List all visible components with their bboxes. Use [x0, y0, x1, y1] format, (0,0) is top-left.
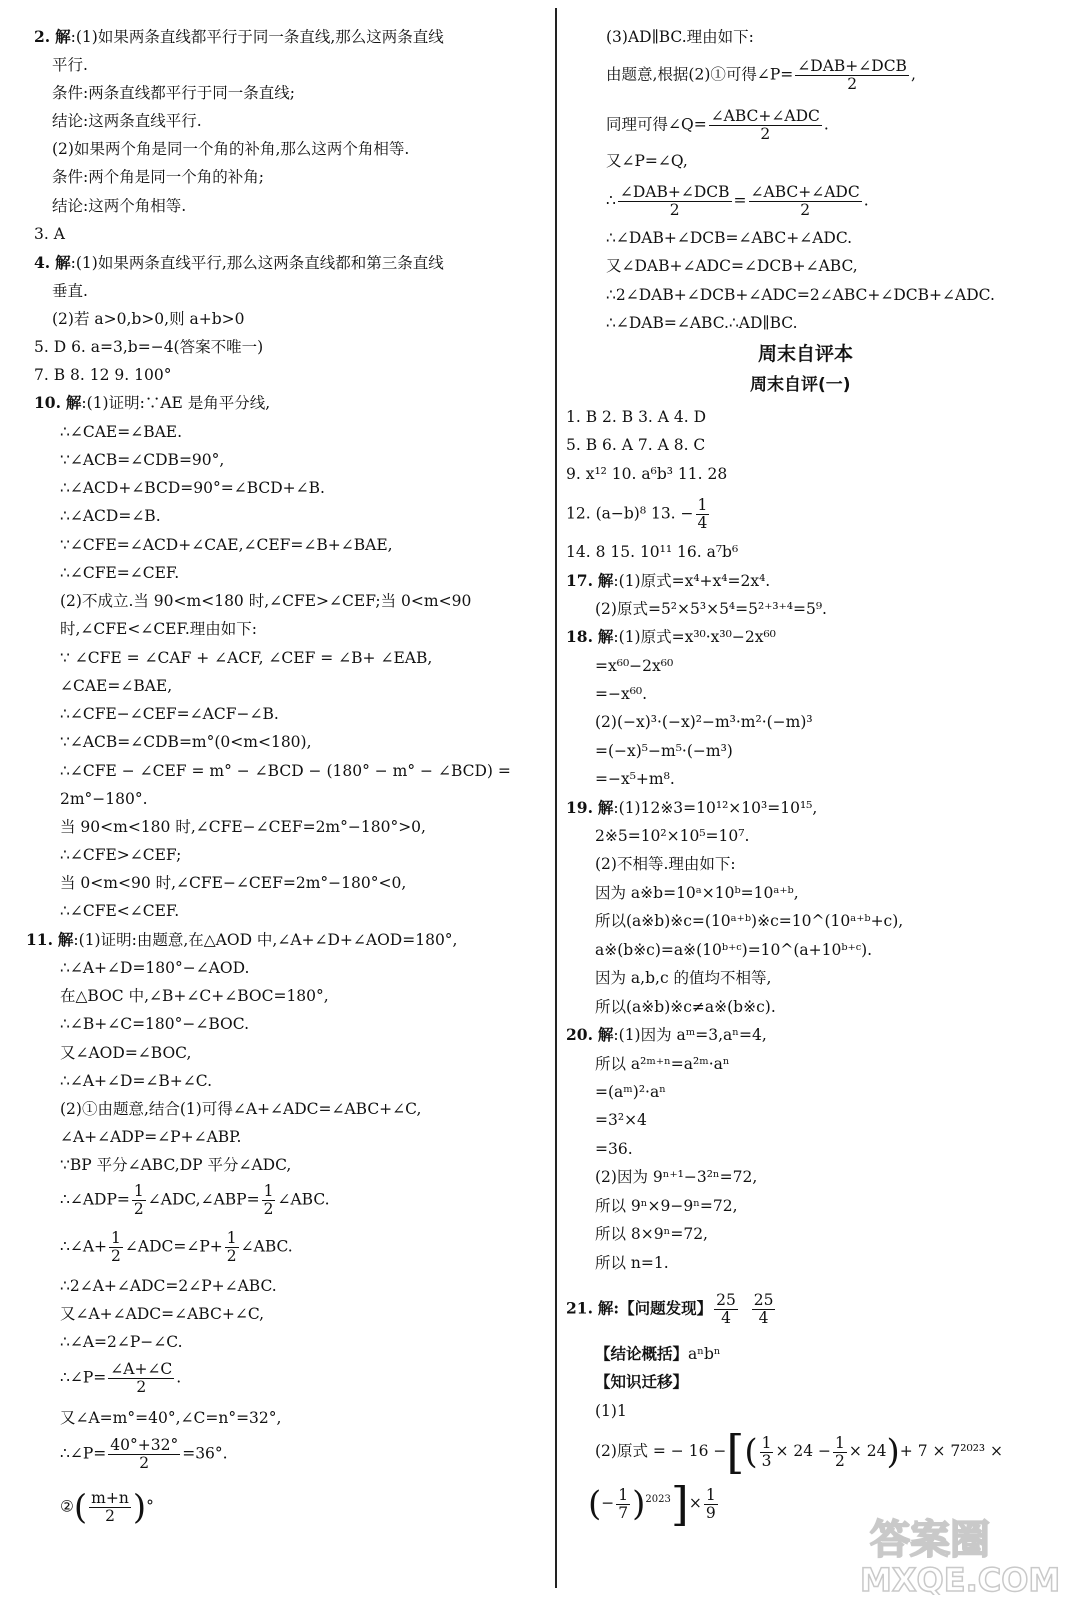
q18-line-5: =(−x)⁵−m⁵·(−m³)	[595, 742, 733, 760]
q20-line-5: =36.	[595, 1140, 633, 1158]
q3-answer: 3. A	[34, 225, 65, 243]
watermark-text-cn: 答案圈	[870, 1517, 990, 1563]
q10-line-9: 时,∠CFE<∠CEF.理由如下:	[60, 620, 257, 638]
q20-line-4: =3²×4	[595, 1111, 647, 1129]
q10-line-3: ∵∠ACB=∠CDB=90°,	[60, 451, 225, 469]
column-divider	[555, 8, 557, 1588]
q2-line-7: 结论:这两个角相等.	[52, 197, 187, 215]
q21-line-6: (− $\frac{1}{7}$ )$^{2023}$]× $\frac{1}{9}$	[588, 1477, 716, 1531]
q10-line-18: 当 0<m<90 时,∠CFE−∠CEF=2m°−180°<0,	[60, 874, 407, 892]
fraction: $\frac{1}{2}$	[835, 1433, 845, 1470]
r-line-9: ∴∠DAB=∠ABC.∴AD∥BC.	[606, 314, 798, 332]
q21-line-2: 【结论概括】aⁿbⁿ	[595, 1344, 721, 1363]
q11-line-17: ∴∠P= $\frac{40^\circ+32^\circ}{2}$ =36°.	[60, 1436, 228, 1472]
q11-line-5: 又∠AOD=∠BOC,	[60, 1044, 192, 1062]
fraction-half: $\frac{1}{2}$	[133, 1182, 144, 1218]
q10-line-17: ∴∠CFE>∠CEF;	[60, 846, 182, 864]
q17-line-1: 17. 解:(1)原式=x⁴+x⁴=2x⁴.	[566, 571, 771, 590]
q18-line-2: =x⁶⁰−2x⁶⁰	[595, 657, 674, 675]
fraction: ∠DAB+∠DCB 2	[797, 57, 907, 93]
q10-line-14: ∴∠CFE − ∠CEF = m° − ∠BCD − (180° − m° − ∠BCD) =	[60, 762, 511, 780]
q4-line-3: (2)若 a>0,b>0,则 a+b>0	[52, 310, 245, 328]
answers-12-13: 12. (a−b)⁸ 13. − $\frac{1}{4}$	[566, 496, 708, 532]
q5-6-answer: 5. D 6. a=3,b=−4(答案不唯一)	[34, 338, 264, 356]
q10-line-2: ∴∠CAE=∠BAE.	[60, 423, 183, 441]
q19-line-5: 所以(a※b)※c=(10ᵃ⁺ᵇ)※c=10^(10ᵃ⁺ᵇ+c),	[595, 912, 904, 930]
q2-line-1: 2. 解:(1)如果两条直线都平行于同一条直线,那么这两条直线	[34, 27, 444, 46]
q10-line-19: ∴∠CFE<∠CEF.	[60, 902, 180, 920]
q18-line-3: =−x⁶⁰.	[595, 685, 648, 703]
q18-line-1: 18. 解:(1)原式=x³⁰·x³⁰−2x⁶⁰	[566, 627, 776, 646]
q11-line-16: 又∠A=m°=40°,∠C=n°=32°,	[60, 1409, 282, 1427]
fraction: ∠ABC+∠ADC 2	[750, 183, 860, 219]
q19-line-8: 所以(a※b)※c≠a※(b※c).	[595, 998, 776, 1016]
q10-line-7: ∴∠CFE=∠CEF.	[60, 564, 180, 582]
q19-line-4: 因为 a※b=10ᵃ×10ᵇ=10ᵃ⁺ᵇ,	[595, 884, 799, 902]
section-subtitle: 周末自评(一)	[750, 375, 851, 395]
q20-line-6: (2)因为 9ⁿ⁺¹−3²ⁿ=72,	[595, 1168, 758, 1186]
answers-5-8: 5. B 6. A 7. A 8. C	[566, 436, 706, 454]
watermark-logo	[852, 1505, 1072, 1595]
q11-line-8: ∠A+∠ADP=∠P+∠ABP.	[60, 1128, 242, 1146]
q11-line-14: ∴∠A=2∠P−∠C.	[60, 1333, 183, 1351]
q20-line-7: 所以 9ⁿ×9−9ⁿ=72,	[595, 1197, 738, 1215]
section-title: 周末自评本	[758, 343, 854, 365]
q4-line-2: 垂直.	[52, 282, 88, 300]
q21-line-4: (1)1	[595, 1402, 627, 1420]
q11-line-9: ∵BP 平分∠ABC,DP 平分∠ADC,	[60, 1156, 292, 1174]
r-line-3: 同理可得∠Q= ∠ABC+∠ADC 2 .	[606, 107, 829, 143]
fraction: $\frac{25}{4}$	[753, 1291, 774, 1327]
answers-1-4: 1. B 2. B 3. A 4. D	[566, 408, 707, 426]
q11-line-6: ∴∠A+∠D=∠B+∠C.	[60, 1072, 213, 1090]
q20-line-9: 所以 n=1.	[595, 1254, 669, 1272]
q21-line-5: (2)原式 = − 16 −[( $\frac{1}{3}$ × 24 − $\frac{1}{2}$ × 24)+ 7 × 7²⁰²³ ×	[595, 1425, 1004, 1479]
fraction: $\frac{1}{9}$	[705, 1485, 716, 1522]
q11-line-11: ∴∠A+ $\frac{1}{2}$ ∠ADC=∠P+ $\frac{1}{2}$ ∠ABC.	[60, 1229, 293, 1265]
q2-line-3: 条件:两条直线都平行于同一条直线;	[52, 84, 295, 102]
r-line-6: ∴∠DAB+∠DCB=∠ABC+∠ADC.	[606, 229, 853, 247]
q11-line-2: ∴∠A+∠D=180°−∠AOD.	[60, 959, 250, 977]
r-line-2: 由题意,根据(2)①可得∠P= ∠DAB+∠DCB 2 ,	[606, 57, 916, 93]
q19-line-6: a※(b※c)=a※(10ᵇ⁺ᶜ)=10^(a+10ᵇ⁺ᶜ).	[595, 941, 873, 959]
fraction: $\frac{m+n}{2}$	[91, 1489, 129, 1525]
q18-line-4: (2)(−x)³·(−x)²−m³·m²·(−m)³	[595, 713, 813, 731]
q10-line-15: 2m°−180°.	[60, 790, 148, 808]
q19-line-1: 19. 解:(1)12※3=10¹²×10³=10¹⁵,	[566, 798, 818, 817]
q7-9-answer: 7. B 8. 12 9. 100°	[34, 366, 172, 384]
q20-line-2: 所以 a²ᵐ⁺ⁿ=a²ᵐ·aⁿ	[595, 1055, 730, 1073]
q11-line-1: 11. 解:(1)证明:由题意,在△AOD 中,∠A+∠D+∠AOD=180°,	[26, 930, 458, 949]
q19-line-2: 2※5=10²×10⁵=10⁷.	[595, 827, 750, 845]
fraction-half: $\frac{1}{2}$	[263, 1182, 274, 1218]
q4-line-1: 4. 解:(1)如果两条直线平行,那么这两条直线都和第三条直线	[34, 253, 444, 272]
q20-line-8: 所以 8×9ⁿ=72,	[595, 1225, 708, 1243]
q10-line-8: (2)不成立.当 90<m<180 时,∠CFE>∠CEF;当 0<m<90	[60, 592, 472, 610]
r-line-8: ∴2∠DAB+∠DCB+∠ADC=2∠ABC+∠DCB+∠ADC.	[606, 286, 995, 304]
fraction-half: $\frac{1}{2}$	[111, 1229, 121, 1265]
q10-line-13: ∵∠ACB=∠CDB=m°(0<m<180),	[60, 733, 312, 751]
fraction-half: $\frac{1}{2}$	[226, 1229, 237, 1265]
fraction: $\frac{1}{7}$	[618, 1485, 629, 1522]
q11-line-12: ∴2∠A+∠ADC=2∠P+∠ABC.	[60, 1277, 277, 1295]
fraction: $\frac{25}{4}$	[716, 1291, 736, 1327]
q2-line-2: 平行.	[52, 56, 88, 74]
q19-line-7: 因为 a,b,c 的值均不相等,	[595, 969, 772, 987]
answers-14-16: 14. 8 15. 10¹¹ 16. a⁷b⁶	[566, 543, 739, 561]
q11-line-15: ∴∠P= $\frac{\angle A+\angle C}{2}$ .	[60, 1360, 182, 1396]
q21-line-1: 21. 解:【问题发现】 $\frac{25}{4}$ $\frac{25}{4}$	[566, 1291, 774, 1327]
q10-line-16: 当 90<m<180 时,∠CFE−∠CEF=2m°−180°>0,	[60, 818, 426, 836]
q11-line-10: ∴∠ADP= $\frac{1}{2}$ ∠ADC,∠ABP= $\frac{1}{2}$ ∠ABC.	[60, 1182, 330, 1218]
q11-line-3: 在△BOC 中,∠B+∠C+∠BOC=180°,	[60, 987, 329, 1005]
q2-line-6: 条件:两个角是同一个角的补角;	[52, 168, 264, 186]
answers-9-11: 9. x¹² 10. a⁶b³ 11. 28	[566, 465, 728, 483]
fraction: $\frac{40^\circ+32^\circ}{2}$	[110, 1436, 179, 1472]
q10-line-11: ∠CAE=∠BAE,	[60, 677, 173, 695]
q10-line-1: 10. 解:(1)证明:∵AE 是角平分线,	[34, 393, 271, 412]
q2-line-5: (2)如果两个角是同一个角的补角,那么这两个角相等.	[52, 140, 410, 158]
fraction: $\frac{1}{3}$	[761, 1433, 772, 1470]
q2-line-4: 结论:这两条直线平行.	[52, 112, 202, 130]
r-line-4: 又∠P=∠Q,	[606, 152, 688, 170]
r-line-1: (3)AD∥BC.理由如下:	[606, 28, 754, 46]
fraction: $\frac{1}{4}$	[697, 496, 708, 532]
watermark-text-url: MXQE.COM	[860, 1561, 1061, 1595]
q18-line-6: =−x⁵+m⁸.	[595, 770, 675, 788]
q11-line-4: ∴∠B+∠C=180°−∠BOC.	[60, 1015, 249, 1033]
q20-line-3: =(aᵐ)²·aⁿ	[595, 1083, 666, 1101]
q19-line-3: (2)不相等.理由如下:	[595, 855, 736, 873]
q17-line-2: (2)原式=5²×5³×5⁴=5²⁺³⁺⁴=5⁹.	[595, 600, 827, 618]
fraction: ∠ABC+∠ADC 2	[710, 107, 820, 143]
q10-line-12: ∴∠CFE−∠CEF=∠ACF−∠B.	[60, 705, 279, 723]
r-line-5: ∴ ∠DAB+∠DCB 2 = ∠ABC+∠ADC 2 .	[606, 183, 869, 219]
q11-line-7: (2)①由题意,结合(1)可得∠A+∠ADC=∠ABC+∠C,	[60, 1100, 422, 1118]
q21-line-3: 【知识迁移】	[595, 1372, 689, 1391]
fraction: ∠DAB+∠DCB 2	[619, 183, 730, 219]
q20-line-1: 20. 解:(1)因为 aᵐ=3,aⁿ=4,	[566, 1025, 767, 1044]
fraction: $\frac{\angle A+\angle C}{2}$	[110, 1360, 173, 1396]
q10-line-4: ∴∠ACD+∠BCD=90°=∠BCD+∠B.	[60, 479, 325, 497]
q10-line-10: ∵ ∠CFE = ∠CAF + ∠ACF, ∠CEF = ∠B+ ∠EAB,	[60, 649, 433, 667]
q10-line-6: ∵∠CFE=∠ACD+∠CAE,∠CEF=∠B+∠BAE,	[60, 536, 393, 554]
q11-line-18: ②( $\frac{m+n}{2}$ )°	[60, 1487, 154, 1528]
q10-line-5: ∴∠ACD=∠B.	[60, 507, 161, 525]
r-line-7: 又∠DAB+∠ADC=∠DCB+∠ABC,	[606, 257, 858, 275]
q11-line-13: 又∠A+∠ADC=∠ABC+∠C,	[60, 1305, 265, 1323]
